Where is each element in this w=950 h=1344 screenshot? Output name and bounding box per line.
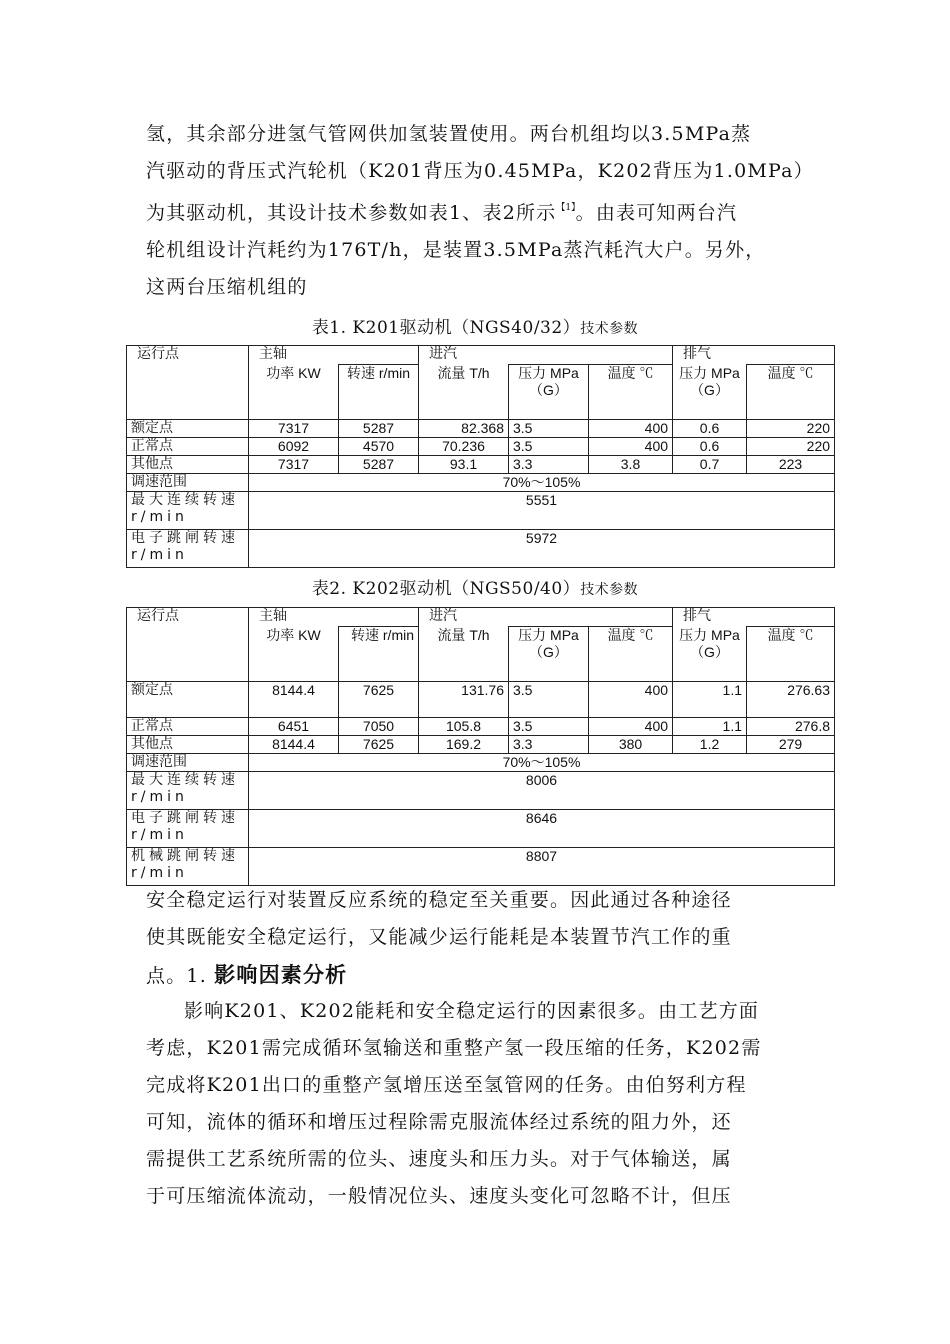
table-cell: 0.7 bbox=[673, 456, 747, 474]
table-cell: 5972 bbox=[249, 530, 835, 568]
table-row bbox=[127, 456, 835, 474]
group-header: 运行点 bbox=[127, 346, 249, 420]
column-header: 压力 MPa（G） bbox=[673, 365, 747, 420]
table-row bbox=[127, 810, 835, 848]
row-label: 机械跳闸转速 r/min bbox=[127, 848, 249, 886]
table-row bbox=[127, 420, 835, 438]
row-label: 调速范围 bbox=[127, 474, 249, 492]
column-header: 功率 KW bbox=[249, 365, 339, 420]
table-row bbox=[127, 682, 835, 718]
table1-caption-main: 表1. K201驱动机（NGS40/32） bbox=[311, 318, 581, 338]
row-label: 其他点 bbox=[127, 456, 249, 474]
column-header: 温度 ℃ bbox=[747, 627, 835, 682]
table-cell: 5287 bbox=[339, 420, 419, 438]
section-heading: 影响因素分析 bbox=[214, 962, 348, 987]
table-cell: 169.2 bbox=[419, 736, 509, 754]
text-line: 轮机组设计汽耗约为176T/h，是装置3.5MPa蒸汽耗汽大户。另外， bbox=[146, 239, 766, 261]
table-cell: 400 bbox=[589, 718, 673, 736]
text-line: 影响K201、K202能耗和安全稳定运行的因素很多。由工艺方面 bbox=[184, 1000, 760, 1022]
text-line: 考虑，K201需完成循环氢输送和重整产氢一段压缩的任务，K202需 bbox=[146, 1037, 762, 1059]
row-label: 其他点 bbox=[127, 736, 249, 754]
column-header: 温度 ℃ bbox=[589, 365, 673, 420]
table-row bbox=[127, 438, 835, 456]
row-label: 正常点 bbox=[127, 718, 249, 736]
table-cell: 70%～105% bbox=[249, 474, 835, 492]
column-header: 流量 T/h bbox=[419, 365, 509, 420]
text-line: 完成将K201出口的重整产氢增压送至氢管网的任务。由伯努利方程 bbox=[146, 1074, 747, 1096]
table-cell: 8006 bbox=[249, 772, 835, 810]
table2-caption-small: 技术参数 bbox=[580, 582, 639, 598]
table-cell: 3.5 bbox=[509, 682, 589, 718]
table-cell: 1.1 bbox=[673, 718, 747, 736]
table-cell: 93.1 bbox=[419, 456, 509, 474]
text-line bbox=[146, 956, 796, 995]
column-header: 压力 MPa（G） bbox=[509, 365, 589, 420]
table-cell: 7317 bbox=[249, 420, 339, 438]
table-cell: 220 bbox=[747, 438, 835, 456]
table-cell: 220 bbox=[747, 420, 835, 438]
table-cell: 8646 bbox=[249, 810, 835, 848]
table-cell: 3.5 bbox=[509, 718, 589, 736]
table-cell: 380 bbox=[589, 736, 673, 754]
group-header: 主轴 bbox=[249, 608, 419, 627]
table-cell: 70.236 bbox=[419, 438, 509, 456]
text-line: 于可压缩流体流动，一般情况位头、速度头变化可忽略不计，但压 bbox=[146, 1185, 732, 1207]
column-header: 温度 ℃ bbox=[747, 365, 835, 420]
group-header: 排气 bbox=[673, 608, 835, 627]
table-cell: 82.368 bbox=[419, 420, 509, 438]
table2-caption-main: 表2. K202驱动机（NGS50/40） bbox=[311, 579, 581, 599]
group-header: 进汽 bbox=[419, 608, 673, 627]
table-cell: 3.5 bbox=[509, 438, 589, 456]
group-header: 主轴 bbox=[249, 346, 419, 365]
table-cell: 0.6 bbox=[673, 420, 747, 438]
text-segment: 点。1. bbox=[146, 965, 215, 987]
table-cell: 5551 bbox=[249, 492, 835, 530]
table-cell: 223 bbox=[747, 456, 835, 474]
row-label: 电子跳闸转速 r/min bbox=[127, 810, 249, 848]
table-cell: 7050 bbox=[339, 718, 419, 736]
table1-caption-small: 技术参数 bbox=[580, 321, 639, 337]
table-cell: 6451 bbox=[249, 718, 339, 736]
table-row bbox=[127, 772, 835, 810]
table-row bbox=[127, 530, 835, 568]
column-header: 压力 MPa（G） bbox=[509, 627, 589, 682]
table-cell: 3.5 bbox=[509, 420, 589, 438]
group-header: 排气 bbox=[673, 346, 835, 365]
table-cell: 276.63 bbox=[747, 682, 835, 718]
table-row bbox=[127, 474, 835, 492]
table-cell: 3.3 bbox=[509, 736, 589, 754]
table-cell: 8144.4 bbox=[249, 682, 339, 718]
row-label: 最大连续转速 r/min bbox=[127, 772, 249, 810]
table-cell: 3.8 bbox=[589, 456, 673, 474]
row-label: 电子跳闸转速 r/min bbox=[127, 530, 249, 568]
table-cell: 1.1 bbox=[673, 682, 747, 718]
text-segment: 。由表可知两台汽 bbox=[575, 202, 738, 224]
group-header: 进汽 bbox=[419, 346, 673, 365]
table-cell: 7317 bbox=[249, 456, 339, 474]
conclusion-paragraph bbox=[146, 882, 796, 995]
row-label: 额定点 bbox=[127, 420, 249, 438]
column-header: 转速 r/min bbox=[339, 365, 419, 420]
text-line: 使其既能安全稳定运行，又能减少运行能耗是本装置节汽工作的重 bbox=[146, 926, 732, 948]
table2-caption bbox=[0, 574, 950, 599]
table-cell: 6092 bbox=[249, 438, 339, 456]
table-cell: 131.76 bbox=[419, 682, 509, 718]
analysis-paragraph bbox=[146, 993, 796, 1215]
text-segment: 为其驱动机，其设计技术参数如表1、表2所示 bbox=[146, 202, 557, 224]
table-cell: 0.6 bbox=[673, 438, 747, 456]
table1-caption bbox=[0, 313, 950, 338]
column-header: 压力 MPa（G） bbox=[673, 627, 747, 682]
text-line bbox=[146, 190, 796, 232]
column-header: 转速 r/min bbox=[339, 627, 419, 682]
table-cell: 105.8 bbox=[419, 718, 509, 736]
row-label: 正常点 bbox=[127, 438, 249, 456]
column-header: 功率 KW bbox=[249, 627, 339, 682]
text-line: 氢，其余部分进氢气管网供加氢装置使用。两台机组均以3.5MPa蒸 bbox=[146, 123, 752, 145]
table-cell: 3.3 bbox=[509, 456, 589, 474]
column-header: 温度 ℃ bbox=[589, 627, 673, 682]
table-cell: 4570 bbox=[339, 438, 419, 456]
table-cell: 400 bbox=[589, 420, 673, 438]
table-row bbox=[127, 736, 835, 754]
text-line: 汽驱动的背压式汽轮机（K201背压为0.45MPa，K202背压为1.0MPa） bbox=[146, 160, 814, 182]
table-cell: 400 bbox=[589, 682, 673, 718]
table1 bbox=[126, 345, 835, 568]
group-header: 运行点 bbox=[127, 608, 249, 682]
table-cell: 7625 bbox=[339, 736, 419, 754]
table-row bbox=[127, 848, 835, 886]
table-cell: 8144.4 bbox=[249, 736, 339, 754]
table-cell: 8807 bbox=[249, 848, 835, 886]
text-line: 需提供工艺系统所需的位头、速度头和压力头。对于气体输送，属 bbox=[146, 1148, 732, 1170]
table-cell: 1.2 bbox=[673, 736, 747, 754]
row-label: 额定点 bbox=[127, 682, 249, 718]
table-row bbox=[127, 492, 835, 530]
row-label: 最大连续转速 r/min bbox=[127, 492, 249, 530]
text-line: 这两台压缩机组的 bbox=[146, 276, 308, 298]
table-row bbox=[127, 718, 835, 736]
row-label: 调速范围 bbox=[127, 754, 249, 772]
table-cell: 70%～105% bbox=[249, 754, 835, 772]
table-cell: 276.8 bbox=[747, 718, 835, 736]
table-cell: 400 bbox=[589, 438, 673, 456]
column-header: 流量 T/h bbox=[419, 627, 509, 682]
table-row bbox=[127, 754, 835, 772]
table-cell: 5287 bbox=[339, 456, 419, 474]
intro-paragraph bbox=[146, 116, 814, 306]
table2 bbox=[126, 607, 835, 886]
table-cell: 7625 bbox=[339, 682, 419, 718]
citation-mark: 【1】 bbox=[556, 203, 576, 213]
table-cell: 279 bbox=[747, 736, 835, 754]
text-line: 可知，流体的循环和增压过程除需克服流体经过系统的阻力外，还 bbox=[146, 1111, 732, 1133]
text-line: 安全稳定运行对装置反应系统的稳定至关重要。因此通过各种途径 bbox=[146, 889, 732, 911]
